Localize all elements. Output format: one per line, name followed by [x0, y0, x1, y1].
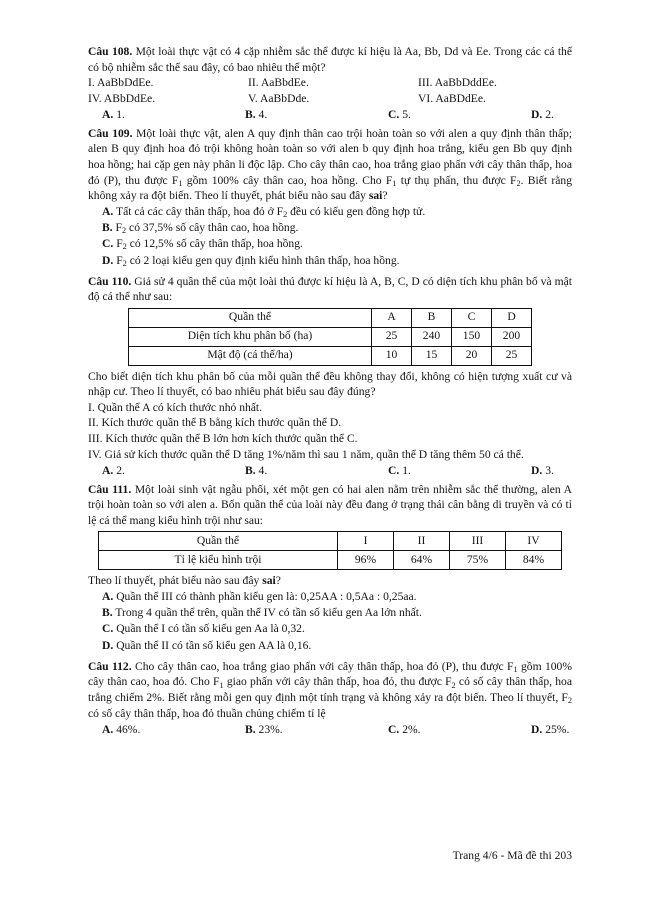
answer-choices-111 [88, 589, 572, 654]
question-stem-text-108: Một loài thực vật có 4 cặp nhiễm sắc thể được kí hiệu là Aa, Bb, Dd và Ee. Trong các cá thể có bộ nhiễm sắc thể sau đây, có bao nhiêu thể một? [88, 45, 572, 74]
subscript: 1 [513, 665, 518, 675]
choice-letter: B. [102, 220, 113, 234]
question-stem-cont: có số cây thân thấp, hoa trắng chiếm 2%. Biết rằng mỗi gen quy định một tính trạng và không xảy ra đột biến. Theo lí thuyết, F [88, 675, 572, 704]
subscript: 2 [516, 178, 521, 188]
choice-text: 2%. [402, 723, 421, 737]
roman-item: I. AaBbDdEe. [88, 76, 154, 90]
table-cell: 96% [338, 551, 394, 570]
post-table-text: Theo lí thuyết, phát biểu nào sau đây [88, 574, 263, 588]
population-data-table-110 [128, 308, 532, 366]
choice-text: F [115, 220, 122, 234]
question-stem-text-109: Một loài thực vật, alen A quy định thân cao trội hoàn toàn so với alen a quy định thân thấp; alen B quy định hoa đỏ trội không hoàn toàn so với alen b quy định hoa trắng, kiểu gen Bb quy định hoa hồng; hai cặp gen này phân li độc lập. Cho cây thân cao, hoa trắng giao phấn với cây thân thấp, hoa đỏ (P), thu được F [88, 126, 573, 187]
choice-text: 3. [545, 464, 554, 478]
choice-letter: C. [388, 723, 400, 737]
question-block-112 [88, 659, 572, 739]
answer-choice-a[interactable] [102, 463, 245, 479]
choice-letter: C. [102, 237, 114, 251]
answer-choice-d[interactable] [102, 638, 572, 654]
choice-letter: C. [388, 464, 400, 478]
statement-list-110 [88, 400, 572, 462]
answer-choice-d[interactable] [531, 722, 572, 738]
choice-text-cont: có 12,5% số cây thân thấp, hoa hồng. [126, 237, 303, 251]
choice-letter: A. [102, 723, 114, 737]
answer-choice-d[interactable] [531, 107, 572, 123]
question-stem-cont: tự thụ phấn, thu được F [396, 173, 517, 187]
table-wrapper-110 [88, 308, 572, 366]
choice-text: 4. [258, 464, 268, 478]
table-row-label: Diện tích khu phân bố (ha) [129, 327, 372, 346]
statement-item: IV. Giả sử kích thước quần thể D tăng 1%/năm thì sau 1 năm, quần thể D tăng thêm 50 cá thể. [88, 447, 524, 461]
answer-choice-c[interactable] [388, 722, 531, 738]
answer-choice-c[interactable] [388, 107, 531, 123]
question-block-108 [88, 44, 572, 124]
table-row [129, 327, 532, 346]
table-header-col: IV [506, 532, 562, 551]
choice-text: F [116, 253, 123, 267]
subscript: 2 [122, 258, 127, 268]
table-header-label: Quần thể [99, 532, 338, 551]
answer-choice-b[interactable] [245, 107, 388, 123]
choice-letter: A. [102, 204, 114, 218]
table-header-col: B [412, 308, 452, 327]
question-label-110: Câu 110. [88, 274, 132, 288]
choice-text: 1. [402, 464, 411, 478]
question-stem-111 [88, 482, 572, 529]
question-stem-112 [88, 659, 572, 721]
choice-letter: D. [102, 253, 114, 267]
table-header-col: D [492, 308, 532, 327]
table-row [129, 308, 532, 327]
statement-item: II. Kích thước quần thể B bằng kích thước quần thể D. [88, 416, 342, 430]
table-header-label: Quần thể [129, 308, 372, 327]
question-stem-text-110: Giả sử 4 quần thể của một loài thú được kí hiệu là A, B, C, D có diện tích khu phân bố và mật độ cá thể như sau: [88, 274, 572, 304]
table-header-col: C [452, 308, 492, 327]
roman-item: IV. ABbDdEe. [88, 91, 156, 105]
choice-text: Quần thể III có thành phần kiểu gen là: 0,25AA : 0,5Aa : 0,25aa. [116, 589, 417, 603]
question-stem-cont: giao phấn với cây thân thấp, hoa đỏ, thu được F [223, 675, 452, 689]
choice-text: 46%. [116, 723, 141, 737]
table-cell: 25 [372, 327, 412, 346]
choice-letter: C. [102, 622, 114, 636]
choice-letter: C. [388, 108, 400, 122]
question-label-112: Câu 112. [88, 659, 132, 673]
question-post-table-110: Cho biết diện tích khu phân bố của mỗi quần thể đều không thay đổi, không có hiện tượng xuất cư và nhập cư. Theo lí thuyết, có bao nhiêu phát biểu sau đây đúng? [88, 369, 572, 399]
choice-letter: A. [102, 464, 114, 478]
roman-item: II. AaBbdEe. [248, 76, 309, 90]
subscript: 2 [451, 680, 456, 690]
answer-choice-c[interactable] [102, 621, 572, 637]
answer-choice-d[interactable] [102, 253, 572, 269]
answer-choice-c[interactable] [102, 236, 572, 252]
answer-choices-110 [88, 463, 572, 479]
emphasis-sai: sai [368, 189, 383, 203]
question-stem-cont: gồm 100% cây thân cao, hoa đỏ. Cho F [88, 659, 572, 689]
subscript: 2 [283, 209, 288, 219]
answer-choice-b[interactable] [102, 220, 572, 236]
question-block-109 [88, 126, 572, 269]
statement-item: I. Quần thể A có kích thước nhỏ nhất. [88, 400, 263, 414]
choice-text: Tất cả các cây thân thấp, hoa đỏ ở F [115, 204, 284, 218]
question-label-111: Câu 111. [88, 482, 132, 496]
subscript: 2 [122, 226, 127, 236]
table-header-col: III [450, 532, 506, 551]
table-cell: 20 [452, 346, 492, 365]
table-cell: 150 [452, 327, 492, 346]
table-cell: 75% [450, 551, 506, 570]
table-header-col: I [338, 532, 394, 551]
subscript: 1 [178, 178, 183, 188]
answer-choice-b[interactable] [245, 722, 388, 738]
answer-choice-a[interactable] [102, 107, 245, 123]
table-cell: 200 [492, 327, 532, 346]
question-block-110 [88, 274, 572, 480]
table-header-col: A [372, 308, 412, 327]
choice-text: 2. [116, 464, 125, 478]
answer-choice-a[interactable] [102, 722, 245, 738]
choice-letter: A. [102, 108, 114, 122]
answer-choice-b[interactable] [245, 463, 388, 479]
table-cell: 84% [506, 551, 562, 570]
choice-letter: D. [531, 723, 543, 737]
table-header-col: II [394, 532, 450, 551]
choice-text: F [116, 237, 123, 251]
choice-letter: D. [531, 108, 543, 122]
table-cell: 25 [492, 346, 532, 365]
choice-text: Quần thể I có tần số kiểu gen Aa là 0,32. [116, 622, 305, 636]
answer-choice-a[interactable] [102, 589, 572, 605]
choice-text: Trong 4 quần thể trên, quần thể IV có tần số kiểu gen Aa lớn nhất. [115, 605, 422, 619]
emphasis-sai: sai [262, 574, 276, 588]
question-stem-109 [88, 126, 572, 204]
subscript: 1 [392, 178, 397, 188]
subscript: 2 [567, 696, 572, 706]
subscript: 1 [219, 680, 224, 690]
choice-text: 5. [402, 108, 411, 122]
table-wrapper-111 [88, 531, 572, 570]
choice-letter: B. [245, 108, 256, 122]
answer-choice-b[interactable] [102, 605, 572, 621]
question-stem-cont: . Biết rằng không xảy ra đột biến. Theo lí thuyết, phát biểu nào sau đây [88, 173, 572, 203]
choice-text: 2. [545, 108, 554, 122]
choice-letter: D. [531, 464, 543, 478]
choice-text: 25%. [545, 723, 570, 737]
page-footer: Trang 4/6 - Mã đề thi 203 [452, 848, 572, 862]
question-label-109: Câu 109. [88, 126, 133, 140]
table-row [129, 346, 532, 365]
question-stem-text-112: Cho cây thân cao, hoa trắng giao phấn với cây thân thấp, hoa đỏ (P), thu được F [134, 659, 514, 673]
choice-text: Quần thể II có tần số kiểu gen AA là 0,16. [116, 638, 312, 652]
table-row [99, 551, 562, 570]
table-cell: 15 [412, 346, 452, 365]
question-block-111 [88, 482, 572, 654]
roman-item: V. AaBbDde. [248, 91, 310, 105]
answer-choices-112 [88, 722, 572, 738]
question-label-108: Câu 108. [88, 45, 133, 58]
answer-choice-c[interactable] [388, 463, 531, 479]
statement-item: III. Kích thước quần thể B lớn hơn kích thước quần thể C. [88, 431, 358, 445]
roman-list-108 [88, 75, 572, 106]
choice-letter: B. [245, 723, 256, 737]
answer-choice-d[interactable] [531, 463, 572, 479]
question-stem-108 [88, 44, 572, 75]
question-stem-cont: gồm 100% cây thân cao, hoa hồng. Cho F [182, 173, 393, 187]
table-cell: 240 [412, 327, 452, 346]
roman-item: III. AaBbDddEe. [418, 76, 497, 90]
choice-text: 23%. [258, 723, 283, 737]
choice-letter: B. [245, 464, 256, 478]
subscript: 2 [122, 242, 127, 252]
question-post-table-111 [88, 573, 572, 589]
roman-item: VI. AaBDdEe. [418, 91, 486, 105]
answer-choices-109 [88, 204, 572, 269]
question-stem-cont: có số cây thân thấp, hoa đỏ thuần chủng chiếm tỉ lệ [88, 706, 326, 720]
choice-text-cont: có 2 loại kiểu gen quy định kiểu hình thân thấp, hoa hồng. [126, 253, 400, 267]
table-row [99, 532, 562, 551]
table-cell: 10 [372, 346, 412, 365]
choice-text: 4. [258, 108, 268, 122]
population-data-table-111 [98, 531, 562, 570]
choice-text: 1. [116, 108, 125, 122]
question-stem-cont: ? [382, 189, 388, 203]
answer-choice-a[interactable] [102, 204, 572, 220]
table-row-label: Mật độ (cá thể/ha) [129, 346, 372, 365]
choice-letter: B. [102, 605, 113, 619]
choice-letter: D. [102, 638, 114, 652]
table-cell: 64% [394, 551, 450, 570]
post-table-text-cont: ? [275, 574, 281, 588]
question-stem-text-111: Một loài sinh vật ngẫu phối, xét một gen có hai alen nằm trên nhiễm sắc thể thường, alen A trội hoàn toàn so với alen a. Bốn quần thể của loài này đều đang ở trạng thái cân bằng di truyền và có tỉ lệ cá thể mang kiểu hình trội như sau: [88, 482, 573, 527]
choice-text-cont: có 37,5% số cây thân cao, hoa hồng. [126, 220, 299, 234]
question-stem-110 [88, 274, 572, 305]
choice-letter: A. [102, 589, 114, 603]
choice-text-cont: đều có kiểu gen đồng hợp tử. [287, 204, 426, 218]
table-row-label: Tỉ lệ kiểu hình trội [99, 551, 338, 570]
answer-choices-108 [88, 107, 572, 123]
